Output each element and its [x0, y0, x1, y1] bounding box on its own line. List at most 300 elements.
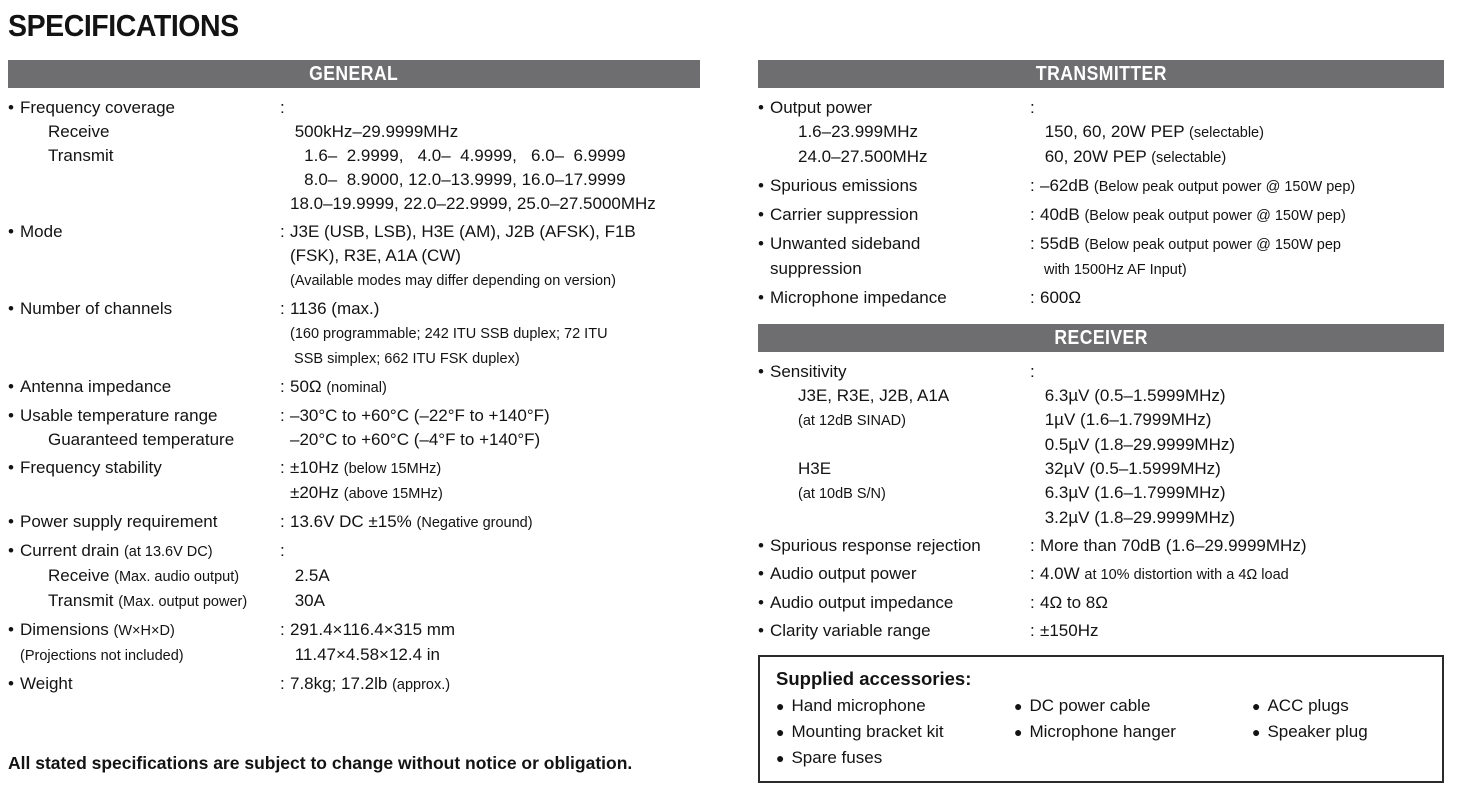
text-segment: 4Ω to 8Ω — [1040, 593, 1108, 612]
text-segment: Spurious response rejection — [770, 536, 981, 555]
text-segment: (Negative ground) — [416, 515, 533, 531]
spec-value-line — [1030, 433, 1444, 457]
text-segment: Power supply requirement — [20, 512, 218, 531]
text-segment: 50Ω — [290, 377, 327, 396]
spec-value-line — [1030, 360, 1444, 384]
section-header-bar — [8, 60, 700, 88]
spec-label — [758, 145, 1030, 170]
accessory-label: Hand microphone — [791, 696, 926, 715]
text-segment: ±150Hz — [1040, 621, 1099, 640]
spec-value-line — [280, 192, 700, 216]
section-header-label: TRANSMITTER — [1035, 62, 1167, 85]
text-segment: Guaranteed temperature — [48, 430, 235, 449]
bullet-icon: • — [8, 98, 14, 117]
spec-value — [1030, 408, 1444, 433]
spec-value-line — [280, 346, 700, 371]
text-segment: Receive — [48, 566, 115, 585]
spec-value-line — [280, 456, 700, 481]
spec-label — [758, 286, 1030, 310]
spec-value — [1030, 257, 1444, 282]
right-column — [758, 60, 1444, 783]
bullet-icon: • — [758, 288, 764, 307]
spec-row — [8, 564, 700, 589]
spec-value — [1030, 360, 1444, 384]
spec-value-line — [280, 510, 700, 535]
spec-value — [1030, 174, 1444, 199]
text-segment: Audio output power — [770, 564, 917, 583]
colon-separator: : — [280, 512, 285, 531]
spec-label — [8, 589, 280, 614]
colon-separator: : — [280, 541, 285, 560]
spec-label — [8, 220, 280, 293]
spec-value-line — [1030, 120, 1444, 145]
spec-value — [280, 120, 700, 144]
bullet-icon: • — [758, 176, 764, 195]
spec-value-line — [280, 268, 700, 293]
bullet-icon: • — [758, 362, 764, 381]
bullet-icon: • — [8, 458, 14, 477]
spec-value-line — [1030, 384, 1444, 408]
text-segment: SSB simplex; 662 ITU FSK duplex) — [290, 351, 520, 367]
spec-value — [280, 404, 700, 428]
spec-value-line — [1030, 457, 1444, 481]
spec-row — [758, 408, 1444, 433]
spec-label — [758, 174, 1030, 199]
text-segment: –20°C to +60°C (–4°F to +140°F) — [290, 430, 541, 449]
dot-icon: ● — [1014, 698, 1023, 714]
section-header-bar — [758, 324, 1444, 352]
spec-value-line — [280, 297, 700, 321]
spec-value-line — [280, 564, 700, 588]
spec-value — [1030, 481, 1444, 506]
text-segment: Number of channels — [20, 299, 173, 318]
section-header-label: RECEIVER — [1054, 326, 1148, 349]
spec-label — [758, 232, 1030, 257]
text-segment: Output power — [770, 98, 873, 117]
text-segment: (W×H×D) — [113, 623, 175, 639]
text-segment: Transmit — [48, 591, 119, 610]
text-segment: (selectable) — [1189, 125, 1264, 141]
spec-label — [8, 120, 280, 144]
text-segment: 30A — [290, 591, 325, 610]
bullet-icon: • — [8, 299, 14, 318]
text-segment: Sensitivity — [770, 362, 847, 381]
footnote: All stated specifications are subject to change without notice or obligation. — [8, 753, 633, 773]
spec-value-line — [280, 321, 700, 346]
spec-value — [1030, 591, 1444, 615]
accessory-item — [776, 693, 1014, 719]
spec-value-line — [280, 375, 700, 400]
spec-value-line — [1030, 286, 1444, 310]
text-segment: (Max. audio output) — [114, 569, 240, 585]
spec-row — [758, 232, 1444, 257]
bullet-icon: • — [8, 222, 14, 241]
spec-value — [280, 144, 700, 216]
spec-value — [280, 428, 700, 452]
text-segment: (at 13.6V DC) — [123, 544, 213, 560]
text-segment: (selectable) — [1151, 150, 1227, 166]
spec-row — [8, 589, 700, 614]
colon-separator: : — [280, 406, 285, 425]
colon-separator: : — [1030, 176, 1035, 195]
text-segment: 18.0–19.9999, 22.0–22.9999, 25.0–27.5000MHz — [290, 194, 656, 213]
section-transmitter — [758, 60, 1444, 310]
accessory-label: Spare fuses — [791, 748, 883, 767]
spec-value-line — [280, 220, 700, 244]
accessory-item — [776, 745, 1014, 771]
text-segment: (approx.) — [392, 677, 451, 693]
text-segment: Dimensions — [20, 620, 114, 639]
spec-value — [280, 510, 700, 535]
accessory-item — [1014, 719, 1252, 745]
section-general — [8, 60, 700, 697]
spec-label — [8, 375, 280, 400]
spec-row — [8, 618, 700, 643]
colon-separator: : — [1030, 98, 1035, 117]
dot-icon: ● — [1252, 724, 1261, 740]
text-segment: 291.4×116.4×315 mm — [290, 620, 456, 639]
text-segment: –62dB — [1040, 176, 1094, 195]
spec-label — [758, 433, 1030, 457]
text-segment: 1µV (1.6–1.7999MHz) — [1040, 410, 1212, 429]
accessory-label: Speaker plug — [1267, 722, 1368, 741]
spec-value-line — [280, 672, 700, 697]
spec-value-line — [1030, 232, 1444, 257]
bullet-icon: • — [758, 536, 764, 555]
spec-row — [8, 539, 700, 564]
text-segment: (Below peak output power @ 150W pep) — [1093, 179, 1356, 195]
spec-value — [280, 96, 700, 120]
text-segment: Clarity variable range — [770, 621, 931, 640]
text-segment: Frequency stability — [20, 458, 162, 477]
spec-label — [758, 457, 1030, 481]
spec-row — [758, 433, 1444, 457]
colon-separator: : — [1030, 234, 1035, 253]
dot-icon: ● — [1252, 698, 1261, 714]
spec-value — [1030, 457, 1444, 481]
spec-value-line — [1030, 257, 1444, 282]
text-segment: Audio output impedance — [770, 593, 954, 612]
spec-value — [1030, 562, 1444, 587]
spec-label — [8, 643, 280, 668]
spec-label — [758, 562, 1030, 587]
spec-label — [8, 144, 280, 216]
colon-separator: : — [280, 299, 285, 318]
spec-label — [758, 384, 1030, 408]
accessory-label: DC power cable — [1029, 696, 1151, 715]
spec-label — [758, 257, 1030, 282]
text-segment: suppression — [770, 259, 862, 278]
spec-value-line — [280, 481, 700, 506]
spec-value — [1030, 232, 1444, 257]
spec-row — [758, 174, 1444, 199]
spec-value — [1030, 384, 1444, 408]
spec-value-line — [1030, 619, 1444, 643]
spec-label — [8, 404, 280, 428]
bullet-icon: • — [758, 98, 764, 117]
spec-label — [8, 539, 280, 564]
text-segment: 55dB — [1040, 234, 1085, 253]
text-segment: Antenna impedance — [20, 377, 172, 396]
text-segment: 7.8kg; 17.2lb — [290, 674, 393, 693]
spec-row — [758, 619, 1444, 643]
text-segment: (at 12dB SINAD) — [798, 413, 906, 429]
spec-label — [758, 203, 1030, 228]
bullet-icon: • — [8, 406, 14, 425]
text-segment: Transmit — [48, 146, 114, 165]
colon-separator: : — [1030, 205, 1035, 224]
bullet-icon: • — [758, 564, 764, 583]
bullet-icon: • — [8, 512, 14, 531]
text-segment: (below 15MHz) — [343, 461, 442, 477]
text-segment: 500kHz–29.9999MHz — [290, 122, 459, 141]
text-segment: 2.5A — [290, 566, 330, 585]
text-segment: ±20Hz — [290, 483, 344, 502]
spec-label — [8, 510, 280, 535]
spec-value-line — [280, 96, 700, 120]
text-segment: (Available modes may differ depending on version) — [290, 273, 616, 289]
accessory-item — [1014, 693, 1252, 719]
spec-value-line — [1030, 96, 1444, 120]
spec-row — [758, 96, 1444, 120]
spec-label — [8, 297, 280, 371]
text-segment: 60, 20W PEP — [1040, 147, 1152, 166]
text-segment: 32µV (0.5–1.5999MHz) — [1040, 459, 1221, 478]
text-segment: (nominal) — [326, 380, 387, 396]
colon-separator: : — [1030, 621, 1035, 640]
spec-label — [758, 481, 1030, 506]
text-segment: Receive — [48, 122, 110, 141]
spec-value — [1030, 534, 1444, 558]
bullet-icon: • — [8, 541, 14, 560]
spec-row — [758, 562, 1444, 587]
spec-row — [758, 203, 1444, 228]
bullet-icon: • — [8, 620, 14, 639]
spec-row — [8, 144, 700, 216]
spec-value — [1030, 506, 1444, 530]
spec-row — [8, 510, 700, 535]
colon-separator: : — [1030, 536, 1035, 555]
spec-value-line — [1030, 534, 1444, 558]
text-segment: 600Ω — [1040, 288, 1082, 307]
spec-label — [758, 96, 1030, 120]
dot-icon: ● — [776, 724, 785, 740]
spec-value-line — [1030, 506, 1444, 530]
section-header-bar — [758, 60, 1444, 88]
colon-separator: : — [280, 98, 285, 117]
text-segment: 1.6–23.999MHz — [798, 122, 919, 141]
spec-value-line — [280, 244, 700, 268]
spec-value-line — [1030, 408, 1444, 432]
colon-separator: : — [1030, 362, 1035, 381]
spec-value-line — [280, 428, 700, 452]
colon-separator: : — [1030, 593, 1035, 612]
spec-value — [1030, 120, 1444, 145]
spec-value — [1030, 619, 1444, 643]
spec-label — [8, 456, 280, 506]
accessory-item — [776, 719, 1014, 745]
text-segment: 13.6V DC ±15% — [290, 512, 417, 531]
spec-value — [280, 539, 700, 564]
spec-value-line — [1030, 174, 1444, 199]
spec-value-line — [280, 404, 700, 428]
text-segment: 11.47×4.58×12.4 in — [290, 645, 440, 664]
text-segment: (Below peak output power @ 150W pep — [1084, 237, 1341, 253]
spec-row — [758, 257, 1444, 282]
text-segment: More than 70dB (1.6–29.9999MHz) — [1040, 536, 1307, 555]
spec-label — [758, 591, 1030, 615]
bullet-icon: • — [758, 621, 764, 640]
text-segment: 3.2µV (1.8–29.9999MHz) — [1040, 508, 1236, 527]
spec-value-line — [280, 643, 700, 667]
text-segment: Frequency coverage — [20, 98, 175, 117]
text-segment: (Projections not included) — [20, 648, 184, 664]
dot-icon: ● — [1014, 724, 1023, 740]
dot-icon: ● — [776, 750, 785, 766]
text-segment: Unwanted sideband — [770, 234, 921, 253]
left-column — [8, 60, 700, 774]
right-sections — [758, 60, 1444, 643]
bullet-icon: • — [758, 205, 764, 224]
text-segment: 8.0– 8.9000, 12.0–13.9999, 16.0–17.9999 — [290, 170, 626, 189]
text-segment: 0.5µV (1.8–29.9999MHz) — [1040, 435, 1236, 454]
text-segment: (Below peak output power @ 150W pep) — [1084, 208, 1346, 224]
spec-value — [280, 297, 700, 371]
spec-value-line — [1030, 203, 1444, 228]
spec-row — [758, 457, 1444, 481]
spec-label — [8, 618, 280, 643]
spec-row — [758, 360, 1444, 384]
spec-label — [8, 672, 280, 697]
spec-value-line — [280, 539, 700, 563]
spec-row — [8, 643, 700, 668]
spec-value — [280, 618, 700, 643]
accessory-item — [1252, 719, 1426, 745]
colon-separator: : — [1030, 288, 1035, 307]
accessories-grid — [776, 693, 1426, 771]
spec-row — [8, 220, 700, 293]
spec-value-line — [280, 168, 700, 192]
bullet-icon: • — [8, 377, 14, 396]
accessory-label: ACC plugs — [1267, 696, 1349, 715]
text-segment: 1136 (max.) — [290, 299, 380, 318]
spec-row — [8, 96, 700, 120]
spec-row — [8, 404, 700, 428]
spec-value — [280, 220, 700, 293]
text-segment: J3E (USB, LSB), H3E (AM), J2B (AFSK), F1B — [290, 222, 636, 241]
colon-separator: : — [280, 458, 285, 477]
bullet-icon: • — [758, 234, 764, 253]
spec-value — [1030, 96, 1444, 120]
spec-value — [1030, 433, 1444, 457]
text-segment: 4.0W — [1040, 564, 1085, 583]
spec-value — [280, 564, 700, 589]
accessory-label: Mounting bracket kit — [791, 722, 944, 741]
spec-row — [758, 591, 1444, 615]
spec-label — [758, 360, 1030, 384]
text-segment: J3E, R3E, J2B, A1A — [798, 386, 950, 405]
spec-row — [8, 672, 700, 697]
spec-row — [8, 375, 700, 400]
spec-value-line — [1030, 562, 1444, 587]
text-segment: 24.0–27.500MHz — [798, 147, 928, 166]
spec-row — [758, 384, 1444, 408]
accessories-title: Supplied accessories: — [776, 668, 972, 689]
colon-separator: : — [280, 674, 285, 693]
left-sections — [8, 60, 700, 697]
page-title: SPECIFICATIONS — [8, 8, 239, 43]
text-segment: 1.6– 2.9999, 4.0– 4.9999, 6.0– 6.9999 — [290, 146, 626, 165]
spec-row — [758, 120, 1444, 145]
spec-row — [758, 145, 1444, 170]
spec-value-line — [1030, 145, 1444, 170]
spec-value — [280, 643, 700, 668]
text-segment: H3E — [798, 459, 832, 478]
spec-label — [758, 408, 1030, 433]
text-segment: at 10% distortion with a 4Ω load — [1084, 567, 1289, 583]
accessory-item — [1252, 693, 1426, 719]
supplied-accessories-box — [758, 655, 1444, 783]
spec-row — [758, 506, 1444, 530]
spec-value — [280, 456, 700, 506]
text-segment: Weight — [20, 674, 73, 693]
spec-value — [280, 375, 700, 400]
spec-row — [8, 297, 700, 371]
spec-label — [8, 564, 280, 589]
spec-row — [758, 481, 1444, 506]
colon-separator: : — [280, 620, 285, 639]
spec-value — [1030, 145, 1444, 170]
text-segment: Usable temperature range — [20, 406, 218, 425]
colon-separator: : — [280, 222, 285, 241]
spec-label — [758, 506, 1030, 530]
text-segment: Current drain — [20, 541, 124, 560]
text-segment: (Max. output power) — [118, 594, 248, 610]
text-segment: 150, 60, 20W PEP — [1040, 122, 1189, 141]
spec-value — [1030, 286, 1444, 310]
spec-value-line — [1030, 591, 1444, 615]
text-segment: (above 15MHz) — [343, 486, 443, 502]
two-column-layout — [8, 60, 1464, 783]
text-segment: with 1500Hz AF Input) — [1040, 262, 1187, 278]
text-segment: (at 10dB S/N) — [798, 486, 886, 502]
text-segment: 6.3µV (0.5–1.5999MHz) — [1040, 386, 1226, 405]
spec-label — [758, 534, 1030, 558]
spec-value — [280, 672, 700, 697]
colon-separator: : — [280, 377, 285, 396]
text-segment: (160 programmable; 242 ITU SSB duplex; 72 ITU — [290, 326, 608, 342]
spec-value — [280, 589, 700, 614]
colon-separator: : — [1030, 564, 1035, 583]
spec-row — [8, 120, 700, 144]
text-segment: 40dB — [1040, 205, 1085, 224]
spec-row — [8, 456, 700, 506]
text-segment: ±10Hz — [290, 458, 344, 477]
spec-value-line — [1030, 481, 1444, 505]
spec-row — [758, 286, 1444, 310]
spec-value — [1030, 203, 1444, 228]
spec-label — [8, 428, 280, 452]
text-segment: –30°C to +60°C (–22°F to +140°F) — [290, 406, 550, 425]
spec-value-line — [280, 618, 700, 642]
spec-label — [758, 619, 1030, 643]
text-segment: 6.3µV (1.6–1.7999MHz) — [1040, 483, 1226, 502]
spec-label — [8, 96, 280, 120]
text-segment: Spurious emissions — [770, 176, 918, 195]
accessory-label: Microphone hanger — [1029, 722, 1176, 741]
spec-value-line — [280, 120, 700, 144]
text-segment: Carrier suppression — [770, 205, 919, 224]
